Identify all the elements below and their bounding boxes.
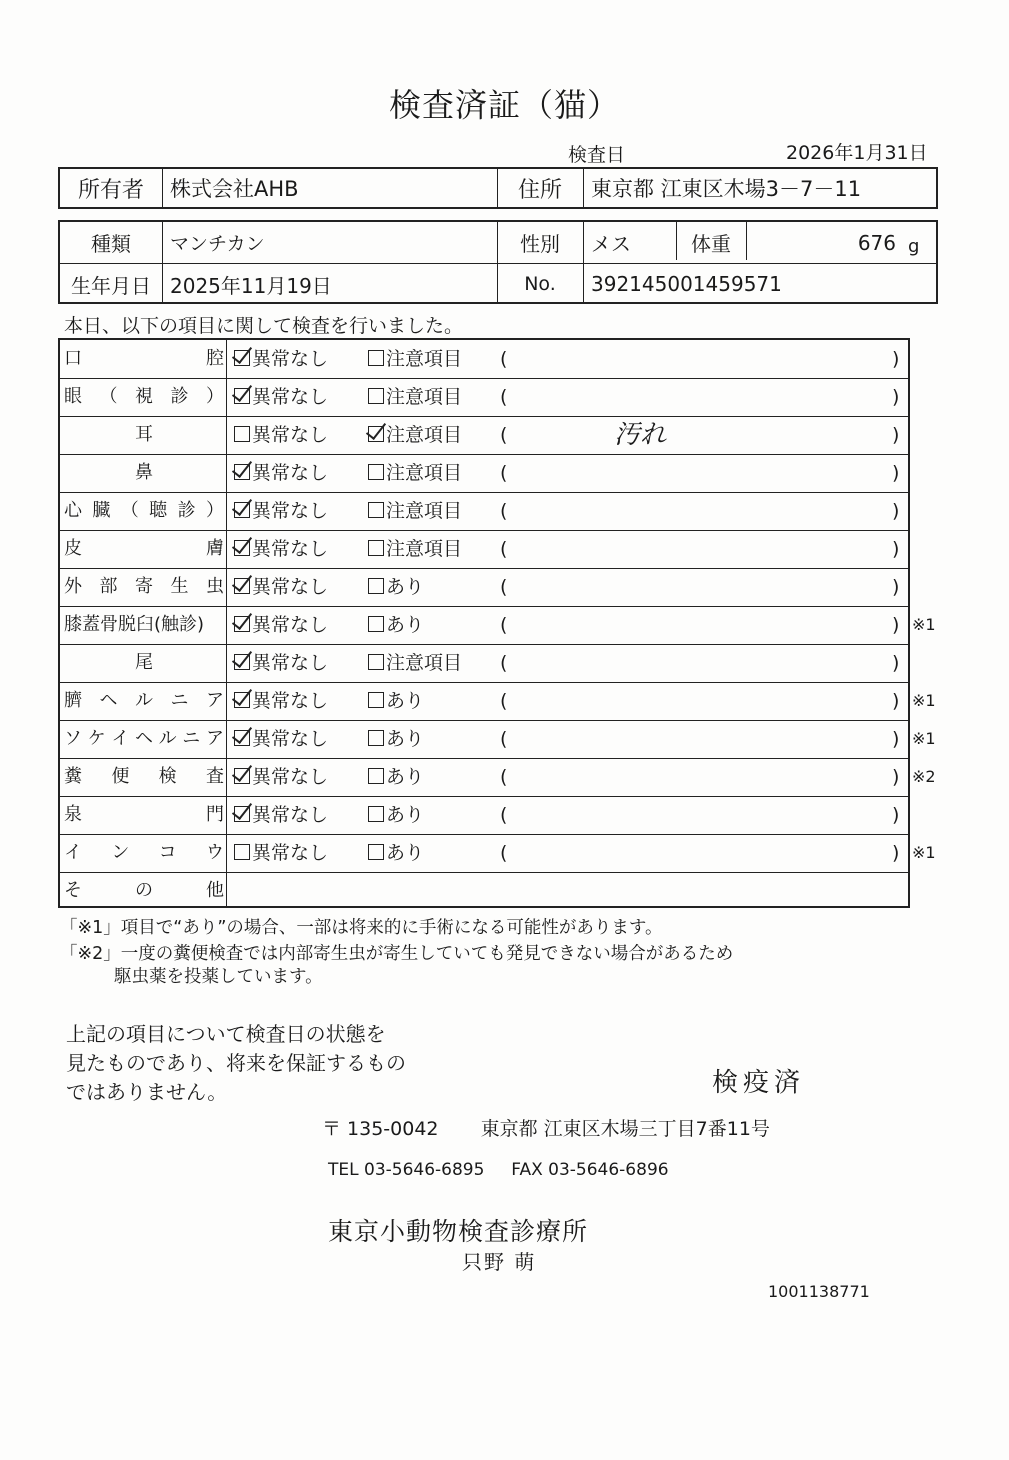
checkbox-normal[interactable] bbox=[234, 578, 250, 594]
option-normal[interactable] bbox=[234, 644, 328, 682]
option-caution-label: あり bbox=[386, 690, 425, 712]
checkbox-normal[interactable] bbox=[234, 654, 250, 670]
breed-value: マンチカン bbox=[170, 233, 265, 255]
checklist-row bbox=[60, 796, 908, 834]
checklist-row bbox=[60, 340, 908, 378]
checkbox-caution[interactable] bbox=[368, 692, 384, 708]
checkbox-caution[interactable] bbox=[368, 350, 384, 366]
option-normal[interactable] bbox=[234, 454, 328, 492]
option-normal[interactable] bbox=[234, 682, 328, 720]
checklist-row bbox=[60, 568, 908, 606]
disclaimer-statement bbox=[66, 1020, 406, 1107]
option-normal-label: 異常なし bbox=[252, 538, 329, 560]
note-paren-close: ) bbox=[892, 576, 900, 598]
option-normal[interactable] bbox=[234, 378, 328, 416]
checklist-item-label: 尾 bbox=[135, 652, 153, 673]
note-paren-close: ) bbox=[892, 614, 900, 636]
note-paren-open: ( bbox=[500, 462, 508, 484]
clinic-name: 東京小動物検査診療所 bbox=[328, 1217, 589, 1246]
no-value: 392145001459571 bbox=[591, 272, 782, 296]
note-paren-close: ) bbox=[892, 424, 900, 446]
checkbox-normal[interactable] bbox=[234, 768, 250, 784]
checkbox-normal[interactable] bbox=[234, 426, 250, 442]
note-paren-open: ( bbox=[500, 728, 508, 750]
owner-label: 所有者 bbox=[77, 177, 144, 203]
sex-label: 性別 bbox=[520, 232, 560, 256]
checklist-item-label: 鼻 bbox=[135, 462, 153, 483]
option-caution[interactable] bbox=[368, 416, 462, 454]
checkbox-caution[interactable] bbox=[368, 806, 384, 822]
option-normal[interactable] bbox=[234, 606, 328, 644]
option-caution[interactable] bbox=[368, 758, 424, 796]
checkbox-normal[interactable] bbox=[234, 616, 250, 632]
option-caution[interactable] bbox=[368, 834, 424, 872]
checklist-row bbox=[60, 834, 908, 872]
checklist-item-label: 外 部 寄 生 虫 bbox=[64, 576, 224, 597]
note-paren-close: ) bbox=[892, 500, 900, 522]
fax-number: FAX 03-5646-6896 bbox=[511, 1160, 669, 1180]
note-paren-open: ( bbox=[500, 652, 508, 674]
option-caution-label: あり bbox=[386, 614, 425, 636]
option-caution-label: 注意項目 bbox=[386, 386, 463, 408]
option-caution-label: 注意項目 bbox=[386, 652, 463, 674]
option-caution-label: あり bbox=[386, 576, 425, 598]
checkbox-caution[interactable] bbox=[368, 540, 384, 556]
option-normal-label: 異常なし bbox=[252, 348, 329, 370]
checklist-row bbox=[60, 378, 908, 416]
checkbox-caution[interactable] bbox=[368, 616, 384, 632]
checkbox-normal[interactable] bbox=[234, 844, 250, 860]
address-label: 住所 bbox=[517, 177, 562, 203]
weight-value: 676 bbox=[857, 230, 896, 255]
birth-label: 生年月日 bbox=[71, 273, 151, 298]
option-normal-label: 異常なし bbox=[252, 614, 329, 636]
option-caution[interactable] bbox=[368, 530, 462, 568]
option-normal-label: 異常なし bbox=[252, 576, 329, 598]
option-caution[interactable] bbox=[368, 454, 462, 492]
note-paren-close: ) bbox=[892, 766, 900, 788]
footnote-marker: ※1 bbox=[912, 615, 936, 634]
clinic-contact bbox=[328, 1160, 669, 1180]
option-caution[interactable] bbox=[368, 720, 424, 758]
note-paren-open: ( bbox=[500, 804, 508, 826]
checkbox-normal[interactable] bbox=[234, 350, 250, 366]
street-address: 東京都 江東区木場三丁目7番11号 bbox=[480, 1118, 770, 1140]
postal-code: 〒 135-0042 bbox=[322, 1118, 439, 1140]
checklist-item-label: ソ ケ イ ヘ ル ニ ア bbox=[64, 728, 224, 749]
footnote-1: 「※1」項目で“あり”の場合、一部は将来的に手術になる可能性があります。 bbox=[60, 918, 663, 938]
option-normal[interactable] bbox=[234, 492, 328, 530]
note-paren-open: ( bbox=[500, 766, 508, 788]
address-value: 東京都 江東区木場3－7－11 bbox=[591, 177, 862, 201]
checklist-item-label: 皮 膚 bbox=[64, 538, 224, 559]
option-normal[interactable] bbox=[234, 720, 328, 758]
note-paren-close: ) bbox=[892, 348, 900, 370]
option-normal-label: 異常なし bbox=[252, 424, 329, 446]
weight-unit: g bbox=[908, 236, 920, 257]
checklist-item-label: 心 臓 （ 聴 診 ） bbox=[64, 500, 224, 521]
note-paren-open: ( bbox=[500, 500, 508, 522]
checklist-item-label: 眼 （ 視 診 ） bbox=[64, 386, 224, 407]
option-caution-label: あり bbox=[386, 728, 425, 750]
footnote-2-line1: 「※2」一度の糞便検査では内部寄生虫が寄生していても発見できない場合があるため bbox=[60, 944, 734, 964]
option-normal[interactable] bbox=[234, 796, 328, 834]
page-title: 検査済証（猫） bbox=[388, 86, 620, 124]
checkbox-normal[interactable] bbox=[234, 730, 250, 746]
checkbox-caution[interactable] bbox=[368, 502, 384, 518]
note-paren-close: ) bbox=[892, 652, 900, 674]
note-paren-close: ) bbox=[892, 690, 900, 712]
option-caution-label: あり bbox=[386, 842, 425, 864]
handwritten-note: 汚れ bbox=[614, 420, 667, 450]
note-paren-close: ) bbox=[892, 728, 900, 750]
note-paren-open: ( bbox=[500, 386, 508, 408]
option-normal-label: 異常なし bbox=[252, 500, 329, 522]
weight-label: 体重 bbox=[691, 232, 731, 256]
option-normal[interactable] bbox=[234, 568, 328, 606]
note-paren-open: ( bbox=[500, 690, 508, 712]
footnote-marker: ※1 bbox=[912, 691, 936, 710]
checklist-row bbox=[60, 682, 908, 720]
note-paren-open: ( bbox=[500, 576, 508, 598]
checklist-item-label: イ ン コ ウ bbox=[64, 842, 224, 863]
option-normal-label: 異常なし bbox=[252, 842, 329, 864]
option-caution-label: あり bbox=[386, 766, 425, 788]
checklist-row bbox=[60, 606, 908, 644]
checkbox-caution[interactable] bbox=[368, 426, 384, 442]
note-paren-open: ( bbox=[500, 424, 508, 446]
checkbox-caution[interactable] bbox=[368, 388, 384, 404]
checkbox-normal[interactable] bbox=[234, 502, 250, 518]
option-normal[interactable] bbox=[234, 416, 328, 454]
checklist-row bbox=[60, 758, 908, 796]
option-caution[interactable] bbox=[368, 492, 462, 530]
checkbox-caution[interactable] bbox=[368, 730, 384, 746]
option-caution[interactable] bbox=[368, 606, 424, 644]
checklist-row bbox=[60, 416, 908, 454]
document-number: 1001138771 bbox=[768, 1282, 870, 1301]
option-caution-label: 注意項目 bbox=[386, 424, 463, 446]
option-normal-label: 異常なし bbox=[252, 690, 329, 712]
option-caution[interactable] bbox=[368, 568, 424, 606]
checklist-item-label: 泉 門 bbox=[64, 804, 224, 825]
note-paren-close: ) bbox=[892, 842, 900, 864]
exam-checklist bbox=[58, 338, 910, 908]
owner-table bbox=[58, 167, 938, 209]
checkbox-normal[interactable] bbox=[234, 464, 250, 480]
checkbox-normal[interactable] bbox=[234, 806, 250, 822]
note-paren-close: ) bbox=[892, 462, 900, 484]
option-caution-label: 注意項目 bbox=[386, 500, 463, 522]
exam-date-label: 検査日 bbox=[568, 144, 626, 166]
checkbox-caution[interactable] bbox=[368, 654, 384, 670]
checkbox-caution[interactable] bbox=[368, 768, 384, 784]
checkbox-caution[interactable] bbox=[368, 464, 384, 480]
checklist-item-label: 口 腔 bbox=[64, 348, 224, 369]
footnote-2-line2: 駆虫薬を投薬しています。 bbox=[114, 967, 323, 987]
veterinarian-name: 只野 萌 bbox=[462, 1250, 537, 1274]
checkbox-normal[interactable] bbox=[234, 540, 250, 556]
birth-value: 2025年11月19日 bbox=[170, 273, 332, 298]
option-normal-label: 異常なし bbox=[252, 652, 329, 674]
breed-label: 種類 bbox=[91, 232, 131, 256]
checklist-row-other bbox=[60, 872, 908, 910]
note-paren-open: ( bbox=[500, 348, 508, 370]
option-caution[interactable] bbox=[368, 378, 462, 416]
option-caution-label: 注意項目 bbox=[386, 538, 463, 560]
checklist-item-label: そ の 他 bbox=[64, 880, 224, 901]
option-caution-label: 注意項目 bbox=[386, 348, 463, 370]
note-paren-close: ) bbox=[892, 386, 900, 408]
option-normal-label: 異常なし bbox=[252, 728, 329, 750]
option-normal[interactable] bbox=[234, 834, 328, 872]
option-normal[interactable] bbox=[234, 758, 328, 796]
owner-value: 株式会社AHB bbox=[170, 177, 299, 201]
tel-number: TEL 03-5646-6895 bbox=[328, 1160, 485, 1180]
checklist-row bbox=[60, 720, 908, 758]
option-normal-label: 異常なし bbox=[252, 462, 329, 484]
disclaimer-line: 見たものであり、将来を保証するもの bbox=[66, 1051, 406, 1075]
checkbox-caution[interactable] bbox=[368, 844, 384, 860]
disclaimer-line: 上記の項目について検査日の状態を bbox=[66, 1022, 386, 1046]
checkbox-caution[interactable] bbox=[368, 578, 384, 594]
option-normal[interactable] bbox=[234, 340, 328, 378]
checklist-row bbox=[60, 644, 908, 682]
intro-text: 本日、以下の項目に関して検査を行いました。 bbox=[64, 315, 464, 337]
note-paren-open: ( bbox=[500, 538, 508, 560]
disclaimer-line: ではありません。 bbox=[66, 1080, 228, 1104]
checklist-row bbox=[60, 454, 908, 492]
checklist-item-label: 耳 bbox=[135, 424, 153, 445]
clinic-address bbox=[322, 1114, 770, 1141]
option-normal-label: 異常なし bbox=[252, 766, 329, 788]
option-caution[interactable] bbox=[368, 644, 462, 682]
option-normal-label: 異常なし bbox=[252, 386, 329, 408]
checkbox-normal[interactable] bbox=[234, 692, 250, 708]
footnote-marker: ※2 bbox=[912, 767, 936, 786]
option-caution[interactable] bbox=[368, 796, 424, 834]
option-normal[interactable] bbox=[234, 530, 328, 568]
note-paren-open: ( bbox=[500, 614, 508, 636]
no-label: No. bbox=[524, 273, 556, 295]
footnote-marker: ※1 bbox=[912, 729, 936, 748]
exam-date-value: 2026年1月31日 bbox=[786, 142, 928, 164]
checklist-row bbox=[60, 530, 908, 568]
note-paren-close: ) bbox=[892, 538, 900, 560]
option-caution[interactable] bbox=[368, 682, 424, 720]
checkbox-normal[interactable] bbox=[234, 388, 250, 404]
checklist-item-label: 臍 ヘ ル ニ ア bbox=[64, 690, 224, 711]
pet-info-table bbox=[58, 220, 938, 304]
checklist-row bbox=[60, 492, 908, 530]
checklist-item-label: 膝蓋骨脱臼(触診) bbox=[64, 614, 205, 635]
option-normal-label: 異常なし bbox=[252, 804, 329, 826]
note-paren-close: ) bbox=[892, 804, 900, 826]
checklist-item-label: 糞 便 検 査 bbox=[64, 766, 224, 787]
footnote-marker: ※1 bbox=[912, 843, 936, 862]
sex-value: メス bbox=[591, 232, 631, 256]
quarantine-stamp: 検疫済 bbox=[712, 1068, 806, 1098]
option-caution-label: あり bbox=[386, 804, 425, 826]
option-caution[interactable] bbox=[368, 340, 462, 378]
note-paren-open: ( bbox=[500, 842, 508, 864]
option-caution-label: 注意項目 bbox=[386, 462, 463, 484]
